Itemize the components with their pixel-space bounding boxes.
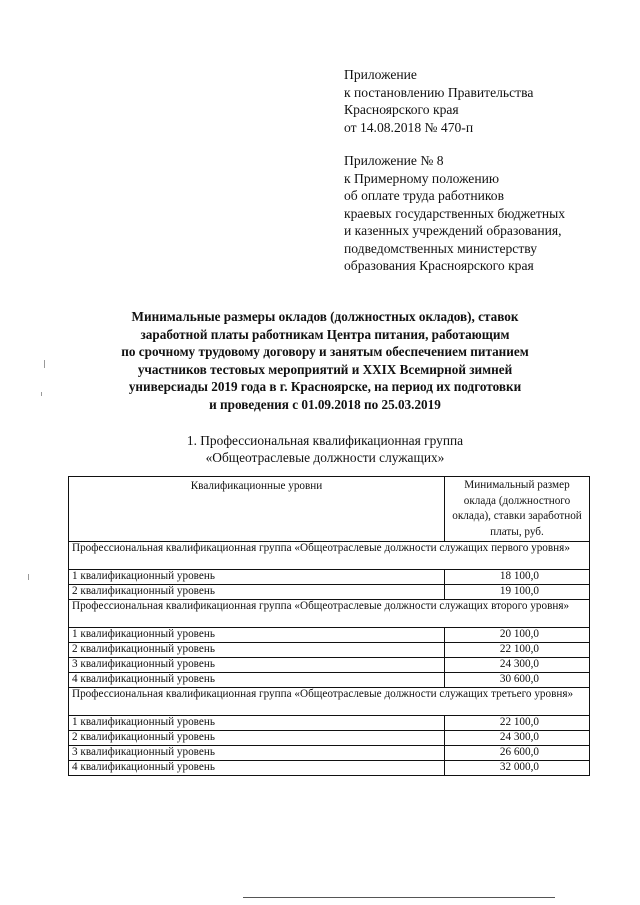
level-cell: 1 квалификационный уровень — [69, 716, 445, 731]
document-title — [60, 308, 590, 414]
salary-cell: 18 100,0 — [445, 570, 590, 585]
table-row — [69, 658, 590, 673]
group-row — [69, 688, 590, 716]
section-line: «Общеотраслевые должности служащих» — [205, 450, 445, 465]
salary-cell: 26 600,0 — [445, 746, 590, 761]
salary-cell: 24 300,0 — [445, 731, 590, 746]
group-row — [69, 600, 590, 628]
salary-cell: 30 600,0 — [445, 673, 590, 688]
appendix-line: образования Красноярского края — [344, 258, 534, 273]
scan-edge-line — [243, 897, 555, 898]
appendix-reference — [344, 152, 634, 275]
header-salary: Минимальный размер оклада (должностного оклада), ставки заработной платы, руб. — [445, 477, 590, 542]
level-cell: 4 квалификационный уровень — [69, 761, 445, 776]
scan-speck — [41, 392, 42, 396]
scan-speck — [28, 574, 29, 580]
scan-speck — [44, 360, 45, 368]
salary-cell: 24 300,0 — [445, 658, 590, 673]
salary-cell: 32 000,0 — [445, 761, 590, 776]
title-line: участников тестовых мероприятий и XXIX Всемирной зимней — [137, 361, 513, 377]
group-row — [69, 542, 590, 570]
title-line: заработной платы работникам Центра питания, работающим — [140, 326, 510, 342]
level-cell: 2 квалификационный уровень — [69, 643, 445, 658]
section-line: 1. Профессиональная квалификационная группа — [186, 433, 464, 448]
salary-cell: 22 100,0 — [445, 643, 590, 658]
header-levels: Квалификационные уровни — [69, 477, 445, 542]
approval-line: Красноярского края — [344, 102, 459, 117]
level-cell: 2 квалификационный уровень — [69, 731, 445, 746]
appendix-line: краевых государственных бюджетных — [344, 205, 566, 221]
title-line: и проведения с 01.09.2018 по 25.03.2019 — [209, 396, 441, 412]
table-row — [69, 746, 590, 761]
group-title: Профессиональная квалификационная группа «Общеотраслевые должности служащих третьего уровня» — [69, 688, 590, 716]
appendix-line: и казенных учреждений образования, — [344, 223, 562, 238]
table-row — [69, 673, 590, 688]
salary-table — [68, 476, 590, 776]
table-row — [69, 643, 590, 658]
title-line: универсиады 2019 года в г. Красноярске, на период их подготовки — [128, 379, 522, 395]
salary-cell: 19 100,0 — [445, 585, 590, 600]
salary-cell: 22 100,0 — [445, 716, 590, 731]
title-line: Минимальные размеры окладов (должностных окладов), ставок — [131, 309, 519, 324]
section-title — [60, 432, 590, 466]
appendix-line: подведомственных министерству — [344, 240, 538, 256]
appendix-line: об оплате труда работников — [344, 188, 505, 203]
approval-line: Приложение — [344, 67, 417, 82]
level-cell: 2 квалификационный уровень — [69, 585, 445, 600]
table-row — [69, 628, 590, 643]
level-cell: 1 квалификационный уровень — [69, 570, 445, 585]
appendix-line: Приложение № 8 — [344, 153, 444, 168]
approval-line: от 14.08.2018 № 470-п — [344, 119, 474, 135]
table-row — [69, 761, 590, 776]
salary-cell: 20 100,0 — [445, 628, 590, 643]
approval-reference — [344, 66, 634, 136]
table-header-row — [69, 477, 590, 542]
appendix-line: к Примерному положению — [344, 170, 500, 186]
title-line: по срочному трудовому договору и занятым обеспечением питанием — [121, 344, 529, 360]
approval-line: к постановлению Правительства — [344, 84, 534, 100]
level-cell: 3 квалификационный уровень — [69, 746, 445, 761]
table-row — [69, 731, 590, 746]
table-row — [69, 585, 590, 600]
group-title: Профессиональная квалификационная группа «Общеотраслевые должности служащих первого уровня» — [69, 542, 590, 570]
group-title: Профессиональная квалификационная группа «Общеотраслевые должности служащих второго уровня» — [69, 600, 590, 628]
level-cell: 3 квалификационный уровень — [69, 658, 445, 673]
table-row — [69, 570, 590, 585]
table-row — [69, 716, 590, 731]
level-cell: 4 квалификационный уровень — [69, 673, 445, 688]
level-cell: 1 квалификационный уровень — [69, 628, 445, 643]
